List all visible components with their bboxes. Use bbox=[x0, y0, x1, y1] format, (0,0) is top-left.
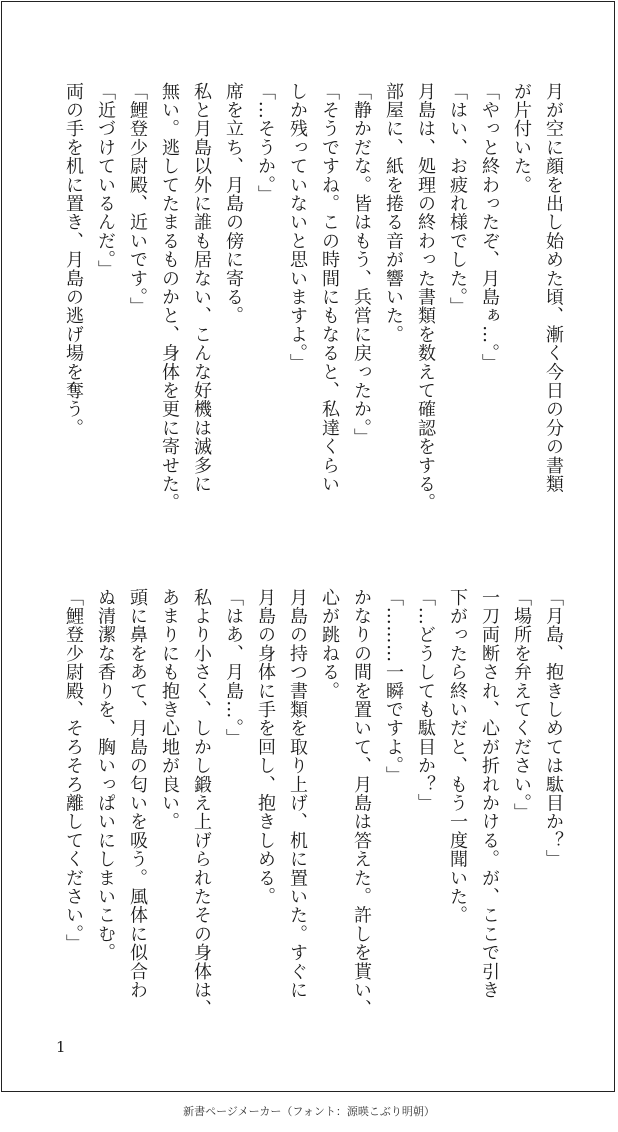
text-column: 「はい、お疲れ様でした。」 bbox=[447, 82, 468, 317]
text-column: 「やっと終わったぞ、月島ぁ…。」 bbox=[479, 82, 500, 373]
text-column: 心が跳ねる。 bbox=[319, 588, 340, 701]
text-column: 「近づけているんだ。」 bbox=[95, 82, 116, 279]
text-column: 「はあ、月島…。」 bbox=[223, 588, 244, 748]
text-column: 一刀両断され、心が折れかける。が、ここで引き bbox=[479, 588, 500, 1000]
footer-credit: 新書ページメーカー（フォント：源暎こぶり明朝） bbox=[183, 1105, 435, 1118]
text-column: 下がったら終いだと、もう一度聞いた。 bbox=[447, 588, 468, 925]
text-column: 「静かだな。皆はもう、兵営に戻ったか。」 bbox=[351, 82, 372, 447]
text-column: ぬ清潔な香りを、胸いっぱいにしまいこむ。 bbox=[95, 588, 116, 962]
text-block-top bbox=[56, 82, 568, 542]
text-column: 頭に鼻をあて、月島の匂いを吸う。風体に似合わ bbox=[127, 588, 148, 1000]
text-column: 「…どうしても駄目か？」 bbox=[415, 588, 436, 813]
text-column: 「………一瞬ですよ。」 bbox=[383, 588, 404, 785]
text-column: 部屋に、紙を捲る音が響いた。 bbox=[383, 82, 404, 344]
text-column: かなりの間を置いて、月島は答えた。許しを貰い、 bbox=[351, 588, 372, 1019]
text-column: 無い。逃してたまるものかと、身体を更に寄せた。 bbox=[159, 82, 180, 513]
text-column: 「…そうか。」 bbox=[255, 82, 276, 204]
page-frame bbox=[1, 1, 615, 1092]
page-number: 1 bbox=[56, 1038, 66, 1056]
text-column: 「鯉登少尉殿、近いです。」 bbox=[127, 82, 148, 317]
text-column: しか残っていないと思いますよ。」 bbox=[287, 82, 308, 373]
text-column: 「鯉登少尉殿、そろそろ離してください。」 bbox=[63, 588, 84, 953]
text-column: 私より小さく、しかし鍛え上げられたその身体は、 bbox=[191, 588, 212, 1019]
text-column: 月が空に顔を出し始めた頃、漸く今日の分の書類 bbox=[543, 82, 564, 494]
text-column: 月島の持つ書類を取り上げ、机に置いた。すぐに bbox=[287, 588, 308, 1000]
text-column: 席を立ち、月島の傍に寄る。 bbox=[223, 82, 244, 326]
text-block-bottom bbox=[56, 588, 568, 1038]
text-column: 両の手を机に置き、月島の逃げ場を奪う。 bbox=[63, 82, 84, 438]
text-column: 月島の身体に手を回し、抱きしめる。 bbox=[255, 588, 276, 906]
text-column: 「月島、抱きしめては駄目か？」 bbox=[543, 588, 564, 869]
text-column: 私と月島以外に誰も居ない、こんな好機は滅多に bbox=[191, 82, 212, 494]
text-column: が片付いた。 bbox=[511, 82, 532, 195]
text-column: 「場所を弁えてください。」 bbox=[511, 588, 532, 823]
text-column: 「そうですね。この時間にもなると、私達くらい bbox=[319, 82, 340, 494]
text-column: あまりにも抱き心地が良い。 bbox=[159, 588, 180, 832]
text-column: 月島は、処理の終わった書類を数えて確認をする。 bbox=[415, 82, 436, 513]
